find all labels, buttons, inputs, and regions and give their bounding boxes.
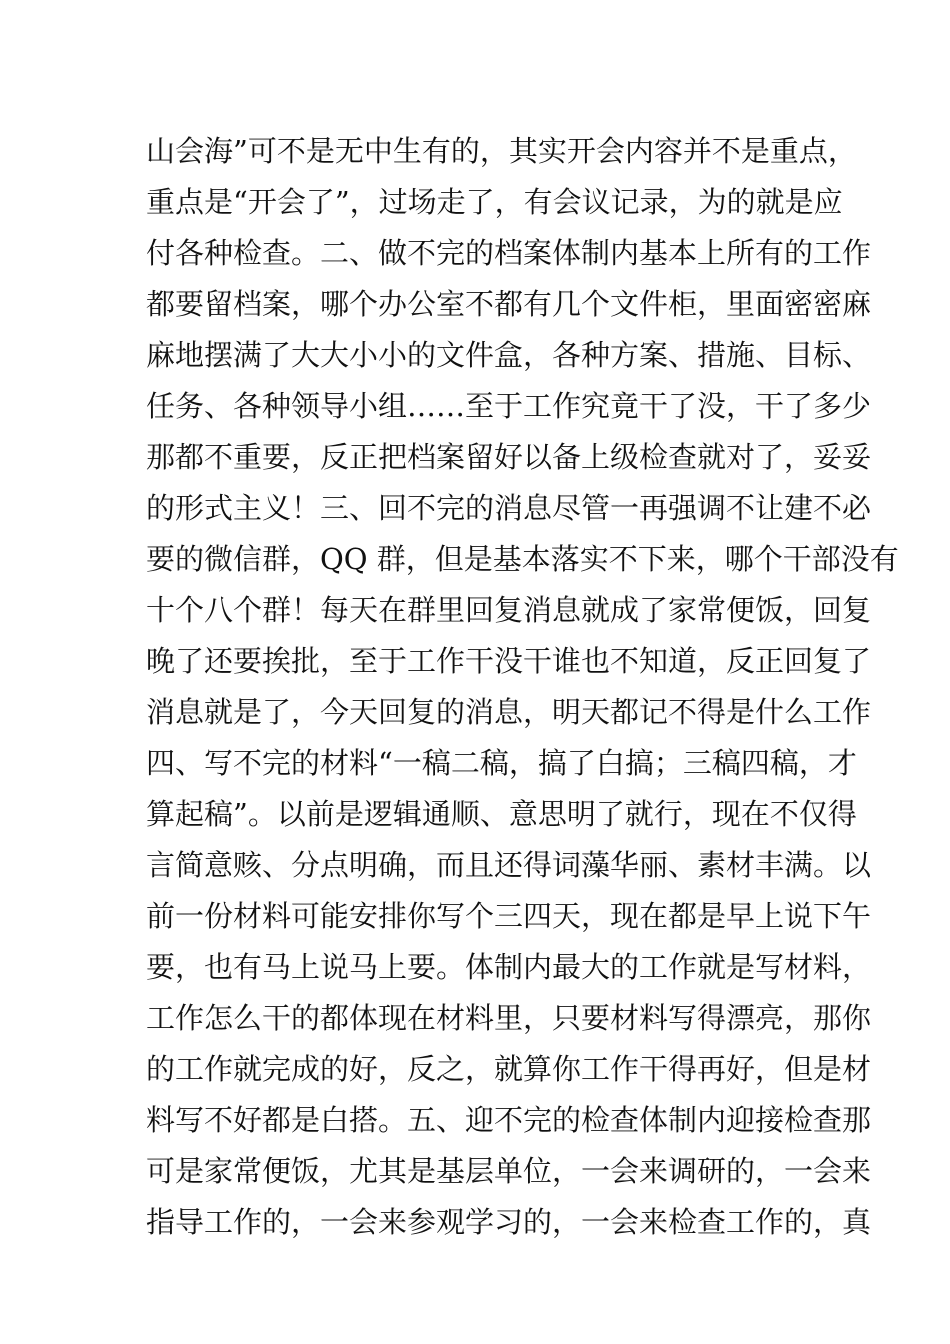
text-line: 消息就是了，今天回复的消息，明天都记不得是什么工作 bbox=[146, 695, 872, 729]
text-line: 前一份材料可能安排你写个三四天，现在都是早上说下午 bbox=[146, 899, 872, 933]
text-line: 重点是“开会了”，过场走了，有会议记录，为的就是应 bbox=[146, 185, 843, 219]
text-line: 十个八个群！每天在群里回复消息就成了家常便饭，回复 bbox=[146, 593, 872, 627]
text-line: 付各种检查。二、做不完的档案体制内基本上所有的工作 bbox=[146, 236, 872, 270]
text-line: 要，也有马上说马上要。体制内最大的工作就是写材料， bbox=[146, 950, 872, 984]
body-text bbox=[146, 126, 899, 1248]
text-line: 的工作就完成的好，反之，就算你工作干得再好，但是材 bbox=[146, 1052, 872, 1086]
text-line: 那都不重要，反正把档案留好以备上级检查就对了，妥妥 bbox=[146, 440, 872, 474]
text-line: 晚了还要挨批，至于工作干没干谁也不知道，反正回复了 bbox=[146, 644, 872, 678]
text-line: 可是家常便饭，尤其是基层单位，一会来调研的，一会来 bbox=[146, 1154, 872, 1188]
text-line: 四、写不完的材料“一稿二稿，搞了白搞；三稿四稿，才 bbox=[146, 746, 857, 780]
text-line: 算起稿”。以前是逻辑通顺、意思明了就行，现在不仅得 bbox=[146, 797, 857, 831]
text-line: 的形式主义！三、回不完的消息尽管一再强调不让建不必 bbox=[146, 491, 872, 525]
text-line: 麻地摆满了大大小小的文件盒，各种方案、措施、目标、 bbox=[146, 338, 872, 372]
text-line: 都要留档案，哪个办公室不都有几个文件柜，里面密密麻 bbox=[146, 287, 872, 321]
text-line: 指导工作的，一会来参观学习的，一会来检查工作的，真 bbox=[146, 1205, 872, 1239]
text-line: 要的微信群，QQ 群，但是基本落实不下来，哪个干部没有 bbox=[146, 542, 899, 576]
text-line: 料写不好都是白搭。五、迎不完的检查体制内迎接检查那 bbox=[146, 1103, 872, 1137]
text-line: 任务、各种领导小组……至于工作究竟干了没，干了多少 bbox=[146, 389, 872, 423]
text-line: 工作怎么干的都体现在材料里，只要材料写得漂亮，那你 bbox=[146, 1001, 872, 1035]
text-line: 山会海”可不是无中生有的，其实开会内容并不是重点， bbox=[146, 134, 857, 168]
text-line: 言简意赅、分点明确，而且还得词藻华丽、素材丰满。以 bbox=[146, 848, 872, 882]
